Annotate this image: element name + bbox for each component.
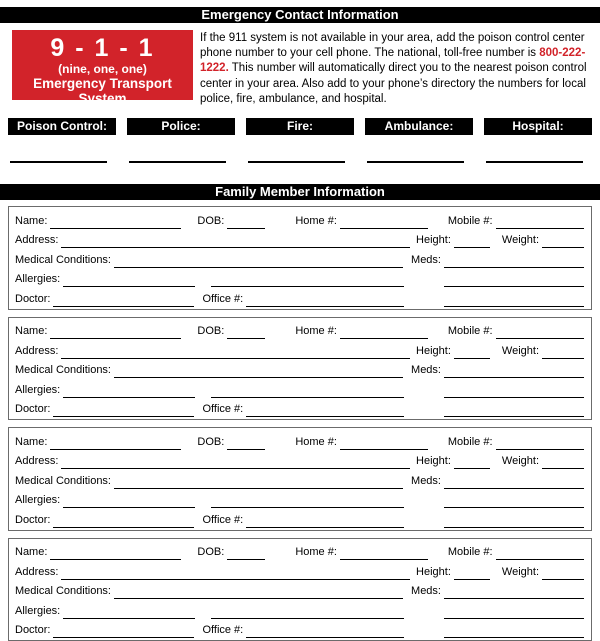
allergies-extra-fill-line xyxy=(211,498,404,508)
contact-fill-line-ambulance xyxy=(367,161,464,163)
member-row-allergies xyxy=(15,599,584,619)
office-phone-label: Office #: xyxy=(202,403,244,416)
dob-label: DOB: xyxy=(197,435,225,448)
member-row-address xyxy=(15,450,584,470)
meds-extra-fill-line-2 xyxy=(444,628,584,638)
911-panel xyxy=(12,30,193,106)
height-label: Height: xyxy=(416,565,451,578)
address-label: Address: xyxy=(15,455,59,468)
doctor-label: Doctor: xyxy=(15,624,51,637)
address-fill-line xyxy=(61,349,410,359)
poison-control-phone-number: 800-222-1222. xyxy=(200,47,586,75)
allergies-fill-line xyxy=(63,388,195,398)
weight-label: Weight: xyxy=(501,565,539,578)
contact-fill-line-police xyxy=(129,161,226,163)
contact-label-fire: Fire: xyxy=(246,118,354,135)
allergies-extra-fill-line xyxy=(211,609,404,619)
allergies-label: Allergies: xyxy=(15,494,61,507)
dob-fill-line xyxy=(227,219,265,229)
meds-fill-line xyxy=(444,479,584,489)
name-fill-line xyxy=(50,440,181,450)
meds-label: Meds: xyxy=(411,585,441,598)
name-label: Name: xyxy=(15,435,48,448)
dob-label: DOB: xyxy=(197,214,225,227)
dob-fill-line xyxy=(227,329,265,339)
member-row-allergies xyxy=(15,268,584,288)
contact-col-ambulance xyxy=(365,118,473,165)
home-phone-label: Home #: xyxy=(295,325,337,338)
doctor-fill-line xyxy=(53,518,194,528)
address-fill-line xyxy=(61,570,410,580)
instructions-text-after: This number will automatically direct you to the nearest poison control center in your area. Also add to your phone’s directory the numbers for local police, fire, ambulance, and hospital. xyxy=(200,62,587,105)
office-phone-fill-line xyxy=(246,297,404,307)
address-label: Address: xyxy=(15,234,59,247)
meds-extra-fill-line-1 xyxy=(444,498,584,508)
meds-label: Meds: xyxy=(411,474,441,487)
dob-fill-line xyxy=(227,550,265,560)
medical-conditions-fill-line xyxy=(114,589,403,599)
weight-fill-line xyxy=(542,238,584,248)
member-row-doctor xyxy=(15,287,584,307)
allergies-fill-line xyxy=(63,609,195,619)
height-fill-line xyxy=(454,238,490,248)
address-fill-line xyxy=(61,238,410,248)
home-phone-fill-line xyxy=(340,219,428,229)
emergency-contact-header-bar xyxy=(0,7,600,23)
medical-conditions-fill-line xyxy=(114,368,403,378)
allergies-label: Allergies: xyxy=(15,604,61,617)
meds-fill-line xyxy=(444,589,584,599)
allergies-extra-fill-line xyxy=(211,277,404,287)
mobile-phone-label: Mobile #: xyxy=(447,546,493,559)
member-row-allergies xyxy=(15,378,584,398)
member-block xyxy=(8,427,592,531)
medical-conditions-label: Medical Conditions: xyxy=(15,364,111,377)
allergies-label: Allergies: xyxy=(15,383,61,396)
allergies-extra-fill-line xyxy=(211,388,404,398)
contact-label-poison-control: Poison Control: xyxy=(8,118,116,135)
doctor-fill-line xyxy=(53,297,194,307)
dob-label: DOB: xyxy=(197,546,225,559)
home-phone-label: Home #: xyxy=(295,546,337,559)
meds-extra-fill-line-1 xyxy=(444,277,584,287)
office-phone-label: Office #: xyxy=(202,624,244,637)
member-row-name xyxy=(15,430,584,450)
member-row-doctor xyxy=(15,398,584,418)
intro-section xyxy=(12,30,590,107)
contact-fill-line-fire xyxy=(248,161,345,163)
height-fill-line xyxy=(454,570,490,580)
weight-fill-line xyxy=(542,349,584,359)
home-phone-label: Home #: xyxy=(295,435,337,448)
office-phone-fill-line xyxy=(246,518,404,528)
weight-fill-line xyxy=(542,570,584,580)
member-row-medical xyxy=(15,359,584,379)
home-phone-label: Home #: xyxy=(295,214,337,227)
member-row-medical xyxy=(15,580,584,600)
medical-conditions-label: Medical Conditions: xyxy=(15,474,111,487)
name-label: Name: xyxy=(15,214,48,227)
mobile-phone-fill-line xyxy=(496,550,584,560)
member-row-name xyxy=(15,320,584,340)
meds-label: Meds: xyxy=(411,364,441,377)
contact-col-poison-control xyxy=(8,118,116,165)
mobile-phone-fill-line xyxy=(496,219,584,229)
home-phone-fill-line xyxy=(340,329,428,339)
contact-col-fire xyxy=(246,118,354,165)
family-section-title: Family Member Information xyxy=(215,184,385,200)
member-block xyxy=(8,206,592,310)
member-block xyxy=(8,538,592,641)
911-spelled: (nine, one, one) xyxy=(58,62,147,76)
medical-conditions-label: Medical Conditions: xyxy=(15,585,111,598)
meds-extra-fill-line-2 xyxy=(444,297,584,307)
instructions-paragraph xyxy=(200,30,590,107)
home-phone-fill-line xyxy=(340,440,428,450)
address-fill-line xyxy=(61,459,410,469)
address-label: Address: xyxy=(15,344,59,357)
address-label: Address: xyxy=(15,565,59,578)
member-row-address xyxy=(15,229,584,249)
page-title: Emergency Contact Information xyxy=(201,7,399,22)
mobile-phone-label: Mobile #: xyxy=(447,435,493,448)
mobile-phone-label: Mobile #: xyxy=(447,325,493,338)
contact-label-ambulance: Ambulance: xyxy=(365,118,473,135)
height-label: Height: xyxy=(416,234,451,247)
allergies-fill-line xyxy=(63,277,195,287)
dob-fill-line xyxy=(227,440,265,450)
meds-extra-fill-line-1 xyxy=(444,388,584,398)
member-row-address xyxy=(15,339,584,359)
weight-fill-line xyxy=(542,459,584,469)
name-fill-line xyxy=(50,219,181,229)
mobile-phone-label: Mobile #: xyxy=(447,214,493,227)
medical-conditions-fill-line xyxy=(114,258,403,268)
emergency-contacts-row xyxy=(8,118,592,165)
doctor-label: Doctor: xyxy=(15,292,51,305)
name-fill-line xyxy=(50,329,181,339)
height-fill-line xyxy=(454,349,490,359)
dob-label: DOB: xyxy=(197,325,225,338)
medical-conditions-fill-line xyxy=(114,479,403,489)
height-fill-line xyxy=(454,459,490,469)
member-block xyxy=(8,317,592,421)
member-row-doctor xyxy=(15,508,584,528)
medical-conditions-label: Medical Conditions: xyxy=(15,253,111,266)
meds-extra-fill-line-2 xyxy=(444,518,584,528)
member-row-allergies xyxy=(15,489,584,509)
meds-fill-line xyxy=(444,368,584,378)
member-row-name xyxy=(15,209,584,229)
meds-fill-line xyxy=(444,258,584,268)
height-label: Height: xyxy=(416,344,451,357)
911-number: 9 - 1 - 1 xyxy=(50,34,155,62)
mobile-phone-fill-line xyxy=(496,440,584,450)
home-phone-fill-line xyxy=(340,550,428,560)
family-member-blocks xyxy=(8,206,592,641)
contact-fill-line-poison-control xyxy=(10,161,107,163)
family-member-header-bar xyxy=(0,184,600,200)
911-caption: Emergency Transport System xyxy=(33,76,172,106)
weight-label: Weight: xyxy=(501,344,539,357)
meds-label: Meds: xyxy=(411,253,441,266)
allergies-label: Allergies: xyxy=(15,273,61,286)
meds-extra-fill-line-1 xyxy=(444,609,584,619)
contact-col-police xyxy=(127,118,235,165)
doctor-label: Doctor: xyxy=(15,403,51,416)
instructions-text-before: If the 911 system is not available in your area, add the poison control center phone number to your cell phone. The national, toll-free number is xyxy=(200,32,585,60)
weight-label: Weight: xyxy=(501,234,539,247)
office-phone-fill-line xyxy=(246,407,404,417)
office-phone-label: Office #: xyxy=(202,292,244,305)
member-row-address xyxy=(15,560,584,580)
allergies-fill-line xyxy=(63,498,195,508)
name-fill-line xyxy=(50,550,181,560)
member-row-doctor xyxy=(15,619,584,639)
contact-col-hospital xyxy=(484,118,592,165)
height-label: Height: xyxy=(416,455,451,468)
weight-label: Weight: xyxy=(501,455,539,468)
member-row-medical xyxy=(15,469,584,489)
meds-extra-fill-line-2 xyxy=(444,407,584,417)
mobile-phone-fill-line xyxy=(496,329,584,339)
name-label: Name: xyxy=(15,546,48,559)
office-phone-label: Office #: xyxy=(202,513,244,526)
doctor-fill-line xyxy=(53,628,194,638)
member-row-name xyxy=(15,541,584,561)
member-row-medical xyxy=(15,248,584,268)
name-label: Name: xyxy=(15,325,48,338)
contact-label-hospital: Hospital: xyxy=(484,118,592,135)
doctor-label: Doctor: xyxy=(15,513,51,526)
doctor-fill-line xyxy=(53,407,194,417)
office-phone-fill-line xyxy=(246,628,404,638)
contact-label-police: Police: xyxy=(127,118,235,135)
contact-fill-line-hospital xyxy=(486,161,583,163)
